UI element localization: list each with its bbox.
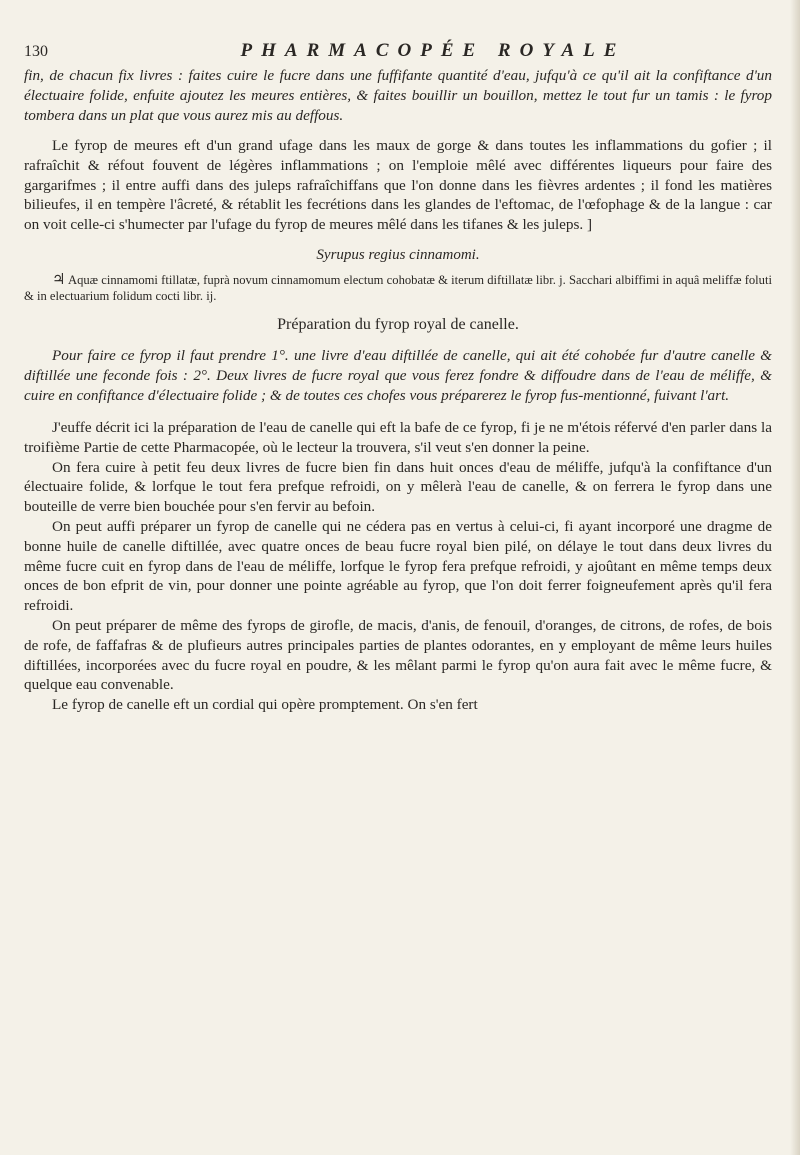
body-paragraph: On peut auffi préparer un fyrop de canelle qui ne cédera pas en vertus à celui-ci, fi ayant incorporé une dragme de bonne huile de canelle diftillée, avec quatre onces de beau fucre royal bien pilé, on délaye le tout dans deux livres du même fucre cuit en fyrop dans de l'eau de méliffe, lorfque le fyrop fera prefque refroidi, y ajoûtant en même temps deux onces de bon efprit de vin, pour donner une pointe agréable au fyrop, que l'on doit ferrer foigneufement après qu'il fera refroidi. <box>24 517 772 615</box>
preparation-title: Préparation du fyrop royal de canelle. <box>277 315 519 333</box>
body-paragraph: On peut préparer de même des fyrops de girofle, de macis, d'anis, de fenouil, d'oranges, de citrons, de rofes, de bois de rofe, de faffafras & de plufieurs autres principales parties de plantes odorantes, en y employant de même leurs huiles diftillées, incorporées avec du fucre royal en poudre, & les mêlant parmi le fyrop qu'on aura fait avec le même fucre, & quelque eau convenable. <box>24 616 772 694</box>
body-paragraph: On fera cuire à petit feu deux livres de fucre bien fin dans huit onces d'eau de méliffe, jufqu'à la confiftance d'un électuaire folide, & lorfque le tout fera prefque refroidi, on y mêlerà l'eau de canelle, & on ferrera le fyrop dans une bouteille de verre bien bouchée pour s'en fervir au befoin. <box>24 458 772 516</box>
formula-paragraph <box>24 272 772 304</box>
body-paragraph: J'euffe décrit ici la préparation de l'eau de canelle qui eft la bafe de ce fyrop, fi je ne m'étois réfervé d'en parler dans la troifième Partie de cette Pharmacopée, où le lecteur la trouvera, s'il veut s'en donner la peine. <box>24 418 772 456</box>
intro-paragraph: fin, de chacun fix livres : faites cuire le fucre dans une fuffifante quantité d'eau, jufqu'à ce qu'il ait la confiftance d'un électuaire folide, enfuite ajoutez les meures entières, & faites bouillir un bouillon, mettez le tout fur un tamis : le fyrop tombera dans un plat que vous aurez mis au deffous. <box>24 67 772 124</box>
page-number: 130 <box>24 43 48 60</box>
page-edge-shadow <box>790 0 800 1155</box>
page-header <box>24 40 772 62</box>
running-head: PHARMACOPÉE ROYALE <box>240 40 626 61</box>
recipe-symbol: ♃ <box>52 271 66 288</box>
body-paragraph-last-line: Le fyrop de canelle eft un cordial qui opère promptement. On s'en fert <box>52 696 478 714</box>
section-title: Syrupus regius cinnamomi. <box>316 246 480 263</box>
formula-text: Aquæ cinnamomi ftillatæ, fuprà novum cinnamomum electum cohobatæ & iterum diftillatæ libr. j. Sacchari albiffimi in aquâ meliffæ foluti & in electuarium folidum cocti libr. ij. <box>24 272 772 303</box>
body-paragraph: Le fyrop de meures eft d'un grand ufage dans les maux de gorge & dans toutes les inflammations du gofier ; il rafraîchit & réfout fouvent de légères inflammations ; on l'emploie mêlé avec différentes liqueurs pour faire des gargarifmes ; il entre auffi dans des juleps rafraîchiffans que l'on donne dans les fièvres ardentes ; il fond les matières bilieufes, il en tempère l'âcreté, & rétablit les fecrétions dans les glandes de l'eftomac, de l'œfophage & de la langue : car on voit celle-ci s'humecter par l'ufage du fyrop de meures mêlé dans les tifanes & les juleps. ] <box>24 137 772 234</box>
preparation-instructions: Pour faire ce fyrop il faut prendre 1°. une livre d'eau diftillée de canelle, qui ait été cohobée fur d'autre canelle & diftillée une feconde fois : 2°. Deux livres de fucre royal que vous ferez fondre & diffoudre dans de l'eau de méliffe, & cuire en confiftance d'électuaire folide ; & de toutes ces chofes vous préparerez le fyrop fus-mentionné, fuivant l'art. <box>24 346 772 404</box>
